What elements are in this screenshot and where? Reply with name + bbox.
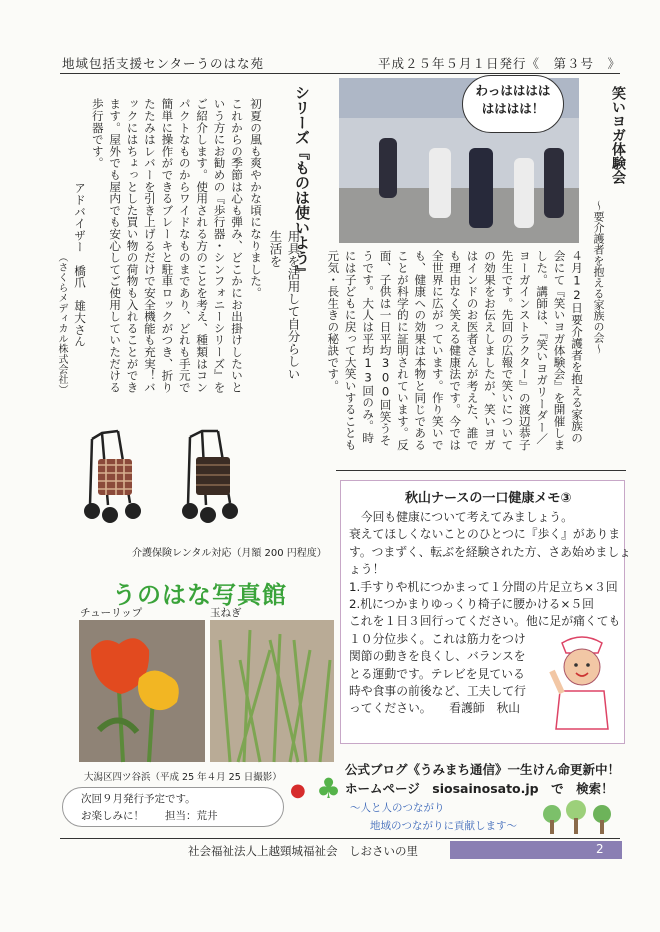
- memo-line: とる運動です。テレビを見ている: [349, 666, 525, 681]
- trees-illustration: [540, 800, 624, 834]
- issue-date: 平成２５年５月１日発行《 第３号 》: [378, 56, 622, 71]
- memo-line: 時や食事の前後など、工夫して行: [349, 684, 526, 699]
- tulip-photo: [79, 620, 205, 762]
- memo-line: 2.机につかまりゆっくり椅子に腰かける×５回: [349, 597, 594, 612]
- walker-image-left: [78, 425, 158, 527]
- slogan-line-2: 地域のつながりに貢献します〜: [370, 820, 517, 832]
- homepage-line: ホームページ siosainosato.jp で 検索！: [345, 781, 614, 796]
- notice-line-1: 次回９月発行予定です。: [81, 793, 196, 805]
- yoga-subtitle: 〜要介護者を抱える家族の会〜: [592, 200, 605, 354]
- advisor-name: アドバイザー 橋爪 雄大さん: [73, 182, 87, 348]
- ladybug-icon: ●: [290, 780, 306, 801]
- photo-gallery-title: うのはな写真館: [112, 581, 287, 609]
- header-rule: [60, 73, 620, 74]
- onion-photo: [210, 620, 334, 762]
- yoga-title: 笑いヨガ体験会: [610, 86, 626, 184]
- photo-caption: 大潟区四ツ谷浜（平成 25 年４月 25 日撮影）: [84, 772, 282, 783]
- yoga-speech-bubble: [462, 75, 564, 133]
- yoga-body-text: ４月12日要介護者を抱える家族の会にて『笑いヨガ体験会』を開催しました。講師は、『笑いヨガリーダー／ヨーガインストラクター』の渡辺恭子先生です。先回の広報で笑いについての効果をお伝えしましたが、笑いヨガはインドのお医者さんが考えた、誰でも理由なく笑える健康法です。今では全世界に広がっています。作り笑いでも、健康への効果は本物と同じであることが科学的に証明されています。反面、子供は一日平均300回笑うそうです。大人は平均13回のみ。時には子どもに戻って大笑いすることも元気・長生きの秘訣です。: [326, 250, 584, 451]
- nurse-illustration: [546, 631, 618, 731]
- series-subtitle: 用具を活用して自分らしい生活を: [268, 230, 301, 380]
- memo-line: 今回も健康について考えてみましょう。: [349, 510, 573, 524]
- memo-line: これを１日３回行ってください。他に足が痛くても: [349, 614, 621, 629]
- memo-line: １０分位歩く。これは筋力をつけ: [349, 631, 526, 646]
- tulip-label: チューリップ: [80, 607, 143, 619]
- yoga-bottom-rule: [336, 470, 626, 471]
- memo-line: ょう！: [349, 562, 385, 577]
- advisor-org: （さくらメディカル株式会社）: [56, 252, 67, 395]
- memo-line: 関節の動きを良くし、バランスを: [349, 649, 526, 664]
- next-issue-notice: [62, 787, 284, 827]
- notice-line-2: お楽しみに！ 担当：荒井: [81, 810, 218, 822]
- memo-title: 秋山ナースの一口健康メモ③: [405, 491, 572, 506]
- walker-image-right: [172, 425, 254, 527]
- walker-caption: 介護保険レンタル対応（月額 200 円程度）: [132, 548, 327, 559]
- bubble-line-1: わっはははは: [475, 83, 551, 98]
- blog-line: 公式ブログ《うみまち通信》一生けん命更新中！: [345, 762, 621, 777]
- page-number: 2: [596, 842, 604, 856]
- bubble-line-2: はははは！: [481, 101, 545, 116]
- newsletter-org-name: 地域包括支援センターうのはな苑: [62, 56, 265, 71]
- footer-rule: [60, 838, 620, 839]
- series-title: シリーズ『ものは使いよう』: [293, 85, 311, 280]
- clover-icon: ♣: [316, 772, 342, 805]
- memo-line: 衰えてほしくないことのひとつに『歩く』がありま: [349, 527, 621, 542]
- health-memo-box: [340, 480, 631, 744]
- memo-line: ってください。 看護師 秋山: [349, 701, 521, 716]
- memo-line: す。つまずく、転ぶを経験された方、さあ始めましょ: [349, 544, 631, 559]
- onion-label: 玉ねぎ: [210, 607, 242, 619]
- slogan-line-1: 〜人と人のつながり: [350, 802, 445, 814]
- series-body-text: これからの季節は心も弾み、どこかにお出掛けしたいという方にお勧めの『歩行器・シンフォニーシリーズ』をご紹介します。使用される方のことを考え、種類はコンパクトなものからワイドなものまであり、どれも手元で簡単に操作ができるブレーキと駐車ロックがつき、折りたたみはレバーを引き上げるだけで安全機能も充実！バックにはちょっとした買い物の荷物も入れることができます。屋外でも屋内でも安心してご使用していただける歩行器です。: [90, 98, 244, 393]
- footer-org: 社会福祉法人上越頸城福祉会 しおさいの里: [188, 844, 418, 858]
- series-body-intro: 初夏の風も爽やかな頃になりました。: [249, 98, 263, 299]
- memo-line: 1.手すりや机につかまって１分間の片足立ち×３回: [349, 579, 618, 594]
